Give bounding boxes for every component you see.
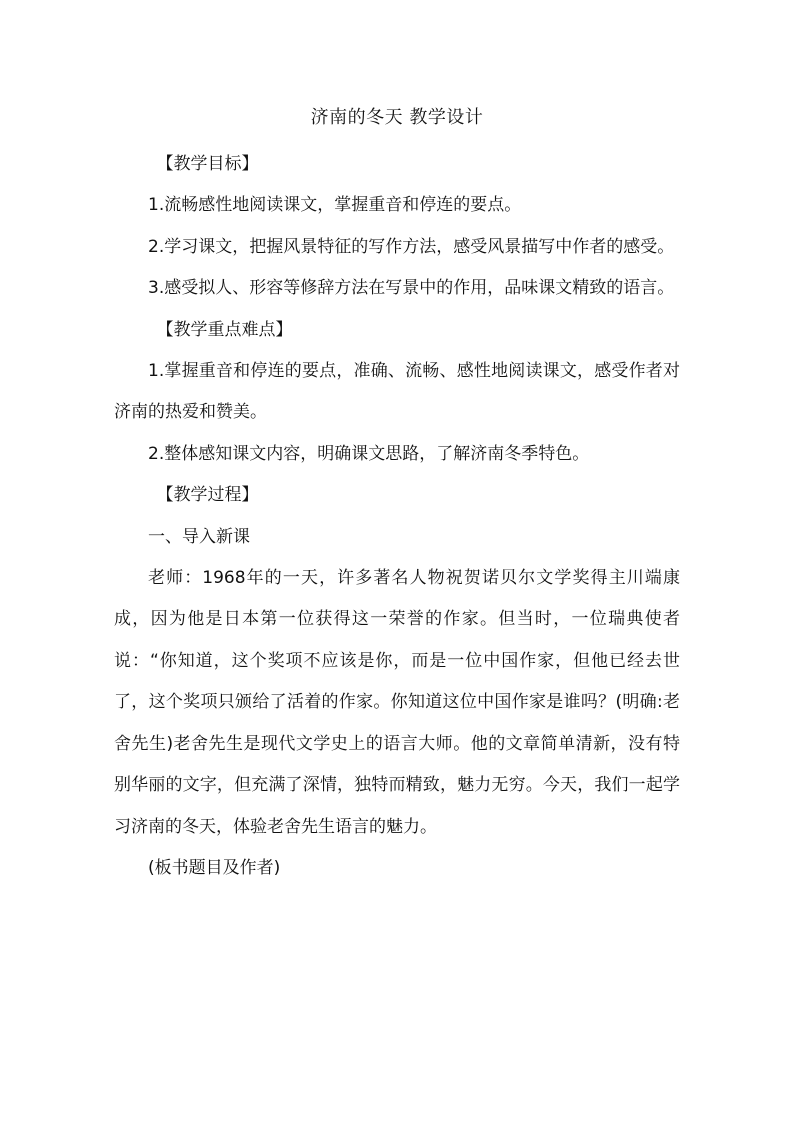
key-point-item-2: 2.整体感知课文内容，明确课文思路，了解济南冬季特色。: [148, 443, 590, 464]
objective-item-2: 2.学习课文，把握风景特征的写作方法，感受风景描写中作者的感受。: [148, 236, 675, 257]
document-body: [114, 144, 680, 889]
intro-paragraph: 老师：1968年的一天，许多著名人物祝贺诺贝尔文学奖得主川端康成，因为他是日本第一位获得这一荣誉的作家。但当时，一位瑞典使者说：“你知道，这个奖项不应该是你，而是一位中国作家，但他已经去世了，这个奖项只颁给了活着的作家。你知道这位中国作家是谁吗？(明确:老舍先生)老舍先生是现代文学史上的语言大师。他的文章简单清新，没有特别华丽的文字，但充满了深情，独特而精致，魅力无穷。今天，我们一起学习济南的冬天，体验老舍先生语言的魅力。: [114, 568, 680, 837]
objective-item-3: 3.感受拟人、形容等修辞方法在写景中的作用，品味课文精致的语言。: [148, 278, 675, 299]
key-points-heading: 【教学重点难点】: [156, 319, 293, 340]
objectives-heading: 【教学目标】: [156, 154, 259, 174]
document-title: 济南的冬天 教学设计: [310, 107, 484, 128]
objective-item-1: 1.流畅感性地阅读课文，掌握重音和停连的要点。: [148, 195, 522, 216]
board-note: (板书题目及作者): [148, 857, 281, 878]
process-heading: 【教学过程】: [156, 485, 259, 506]
intro-heading: 一、导入新课: [148, 526, 250, 547]
key-point-item-1: 1.掌握重音和停连的要点，准确、流畅、感性地阅读课文，感受作者对济南的热爱和赞美。: [114, 361, 680, 423]
